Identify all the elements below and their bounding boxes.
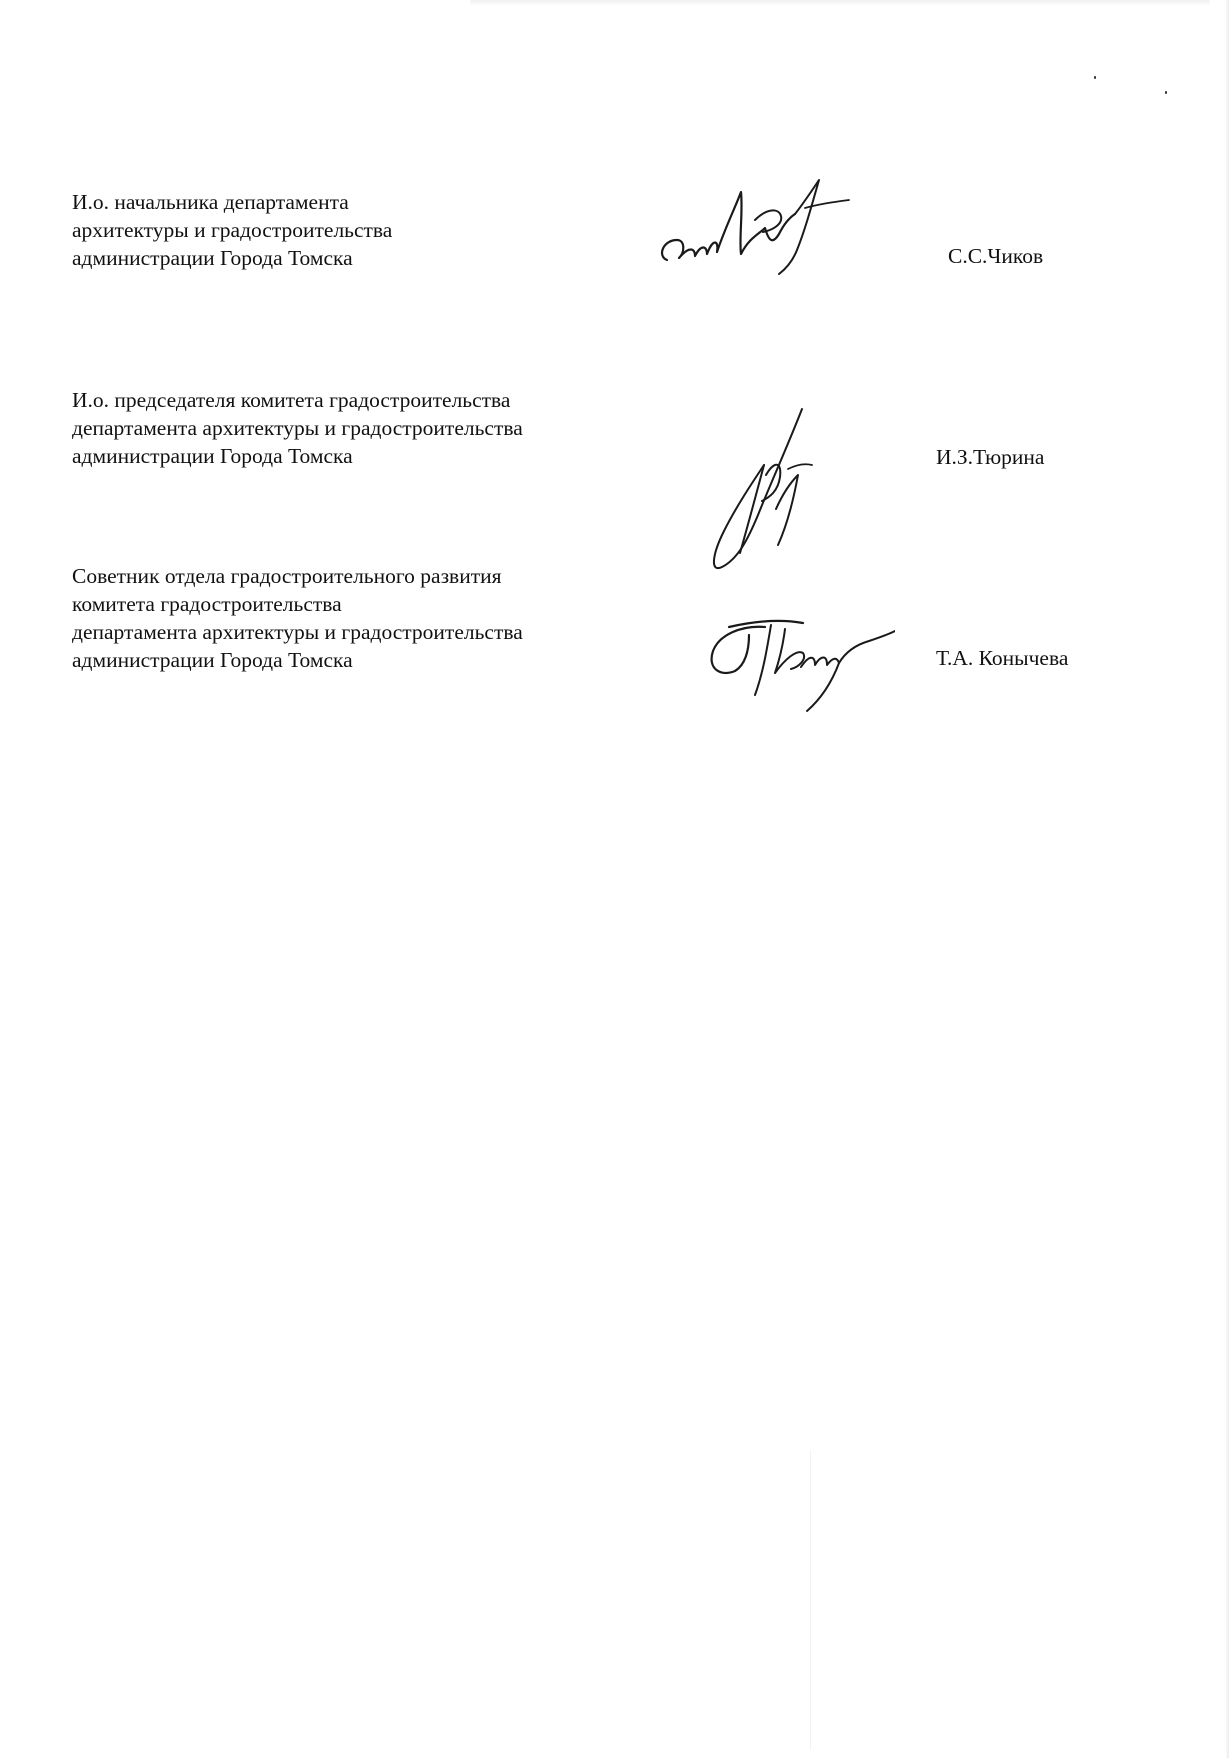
scan-fold-line — [810, 1450, 811, 1750]
position-line: И.о. председателя комитета градостроительства — [72, 388, 511, 412]
position-line: администрации Города Томска — [72, 444, 353, 468]
signatory-1-position — [72, 188, 392, 272]
position-line: департамента архитектуры и градостроительства — [72, 416, 523, 440]
position-line: И.о. начальника департамента — [72, 190, 349, 214]
signature-2 — [700, 405, 830, 575]
position-line: департамента архитектуры и градостроительства — [72, 620, 523, 644]
scan-edge-top — [470, 0, 1210, 6]
position-line: архитектуры и градостроительства — [72, 218, 393, 242]
signatory-3-position — [72, 562, 523, 674]
signature-3 — [705, 615, 895, 715]
signatory-2-position — [72, 386, 523, 470]
signatory-2-name: И.З.Тюрина — [936, 445, 1045, 469]
position-line: Советник отдела градостроительного развития — [72, 564, 502, 588]
scan-speck — [1094, 76, 1096, 79]
position-line: комитета градостроительства — [72, 592, 342, 616]
scan-edge-right — [1225, 0, 1229, 1758]
signature-1 — [655, 168, 855, 278]
signatory-1-name: С.С.Чиков — [948, 244, 1044, 268]
position-line: администрации Города Томска — [72, 246, 353, 270]
position-line: администрации Города Томска — [72, 648, 353, 672]
signatory-3-name: Т.А. Конычева — [936, 646, 1069, 670]
scan-speck — [1165, 91, 1167, 94]
